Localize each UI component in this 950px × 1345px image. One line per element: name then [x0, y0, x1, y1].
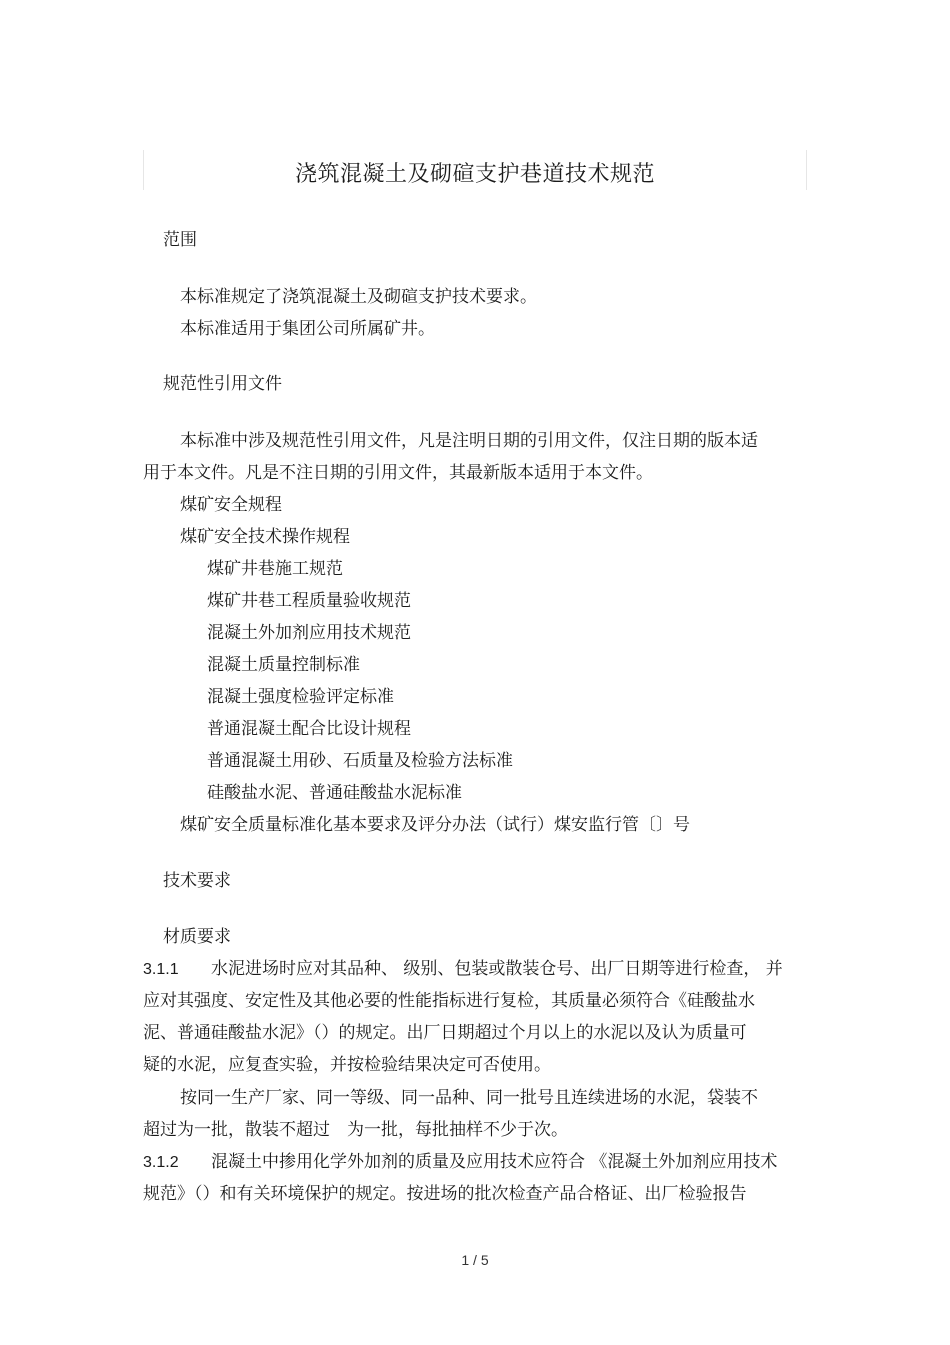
ref-item: 煤矿井巷施工规范	[207, 559, 343, 579]
page-number: 1 / 5	[461, 1252, 489, 1268]
scope-line-1: 本标准规定了浇筑混凝土及砌碹支护技术要求。	[180, 287, 537, 307]
ref-item: 混凝土强度检验评定标准	[207, 687, 394, 707]
ref-item: 混凝土外加剂应用技术规范	[207, 623, 411, 643]
clause-3-1-1-line-3: 泥、普通硅酸盐水泥》（）的规定。出厂日期超过个月以上的水泥以及认为质量可	[143, 1023, 747, 1043]
ref-item: 混凝土质量控制标准	[207, 655, 360, 675]
clause-3-1-1-line-6: 超过为一批，散装不超过 为一批，每批抽样不少于次。	[143, 1120, 568, 1140]
clause-number-3-1-2: 3.1.2	[143, 1154, 179, 1171]
clause-3-1-2-line-1: 混凝土中掺用化学外加剂的质量及应用技术应符合 《混凝土外加剂应用技术	[211, 1152, 778, 1172]
clause-3-1-1-line-4: 疑的水泥，应复查实验，并按检验结果决定可否使用。	[143, 1055, 551, 1075]
refs-intro-line-2: 用于本文件。凡是不注日期的引用文件，其最新版本适用于本文件。	[143, 463, 653, 483]
section-heading-refs: 规范性引用文件	[163, 374, 282, 394]
ref-item: 煤矿安全规程	[180, 495, 282, 515]
clause-number-3-1-1: 3.1.1	[143, 961, 179, 978]
scope-line-2: 本标准适用于集团公司所属矿井。	[180, 319, 435, 339]
document-title: 浇筑混凝土及砌碹支护巷道技术规范	[294, 162, 655, 187]
section-heading-tech: 技术要求	[163, 871, 231, 891]
refs-intro-line-1: 本标准中涉及规范性引用文件，凡是注明日期的引用文件，仅注日期的版本适	[180, 431, 758, 451]
ref-item: 普通混凝土用砂、石质量及检验方法标准	[207, 751, 513, 771]
ref-item: 煤矿井巷工程质量验收规范	[207, 591, 411, 611]
ref-item: 硅酸盐水泥、普通硅酸盐水泥标准	[207, 783, 462, 803]
ref-item-last: 煤矿安全质量标准化基本要求及评分办法（试行）煤安监行管〔〕号	[180, 815, 690, 835]
ref-item: 普通混凝土配合比设计规程	[207, 719, 411, 739]
ref-item: 煤矿安全技术操作规程	[180, 527, 350, 547]
clause-3-1-2-line-2: 规范》（）和有关环境保护的规定。按进场的批次检查产品合格证、出厂检验报告	[143, 1184, 747, 1204]
section-heading-scope: 范围	[163, 230, 197, 250]
clause-3-1-1-line-1: 水泥进场时应对其品种、 级别、包装或散装仓号、出厂日期等进行检查， 并	[211, 959, 783, 979]
subheading-materials: 材质要求	[163, 927, 231, 947]
clause-3-1-1-line-2: 应对其强度、安定性及其他必要的性能指标进行复检，其质量必须符合《硅酸盐水	[143, 991, 755, 1011]
clause-3-1-1-line-5: 按同一生产厂家、同一等级、同一品种、同一批号且连续进场的水泥，袋装不	[180, 1088, 758, 1108]
